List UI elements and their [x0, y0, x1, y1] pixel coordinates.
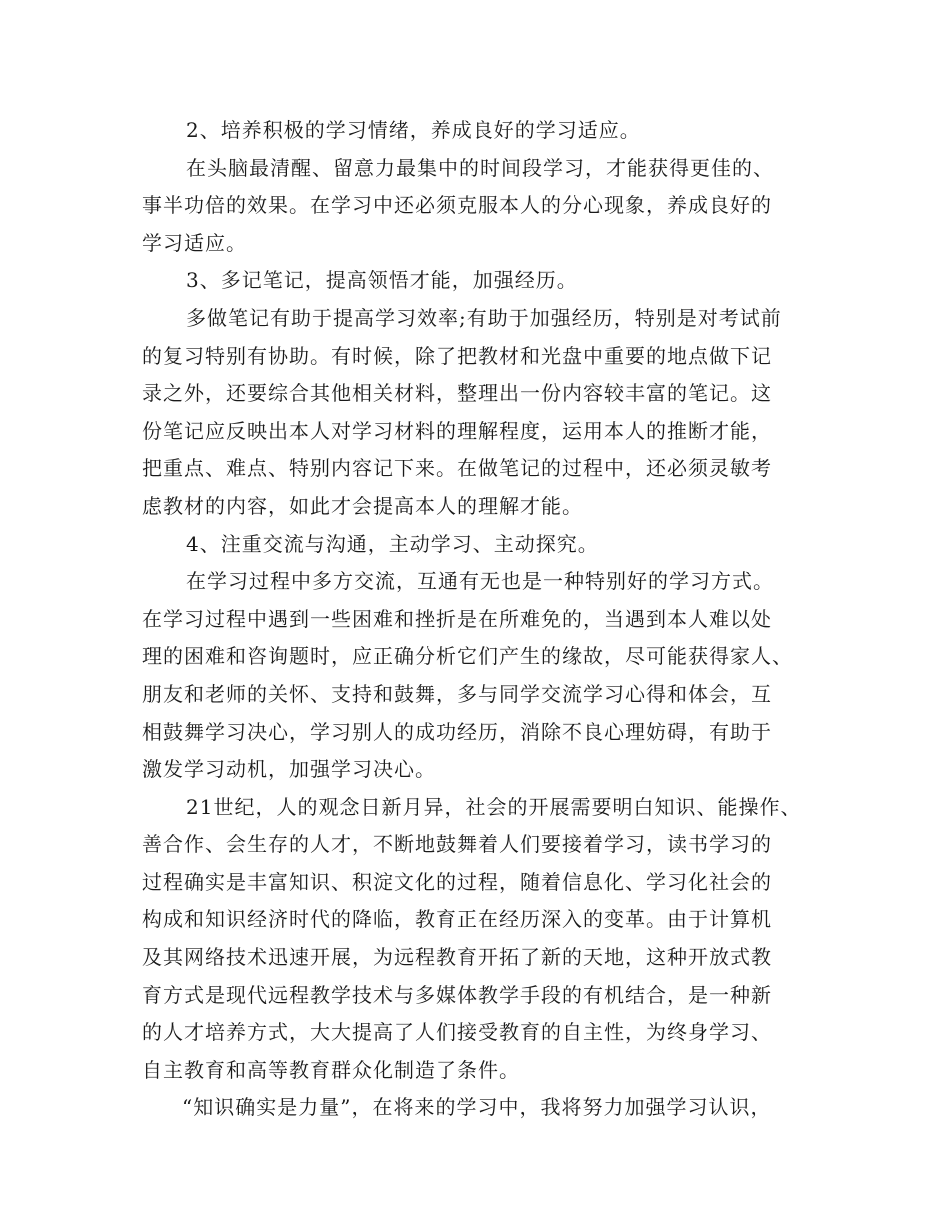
- paragraph-line: 善合作、会生存的人才，不断地鼓舞着人们要接着学习，读书学习的: [142, 832, 772, 857]
- paragraph-line: 份笔记应反映出本人对学习材料的理解程度，运用本人的推断才能，: [142, 418, 772, 443]
- paragraph-line: 理的困难和咨询题时，应正确分析它们产生的缘故，尽可能获得家人、: [142, 644, 793, 669]
- paragraph-line: 自主教育和高等教育群众化制造了条件。: [142, 1057, 520, 1082]
- paragraph-line: 朋友和老师的关怀、支持和鼓舞，多与同学交流学习心得和体会，互: [142, 681, 772, 706]
- paragraph-line: 激发学习动机，加强学习决心。: [142, 757, 436, 782]
- paragraph-line: 把重点、难点、特别内容记下来。在做笔记的过程中，还必须灵敏考: [142, 456, 772, 481]
- section-heading-3: 3、多记笔记，提高领悟才能，加强经历。: [186, 268, 578, 293]
- paragraph-line: 虑教材的内容，如此才会提高本人的理解才能。: [142, 493, 583, 518]
- paragraph-line: 多做笔记有助于提高学习效率;有助于加强经历，特别是对考试前: [186, 305, 782, 330]
- paragraph-line: 及其网络技术迅速开展，为远程教育开拓了新的天地，这种开放式教: [142, 945, 772, 970]
- paragraph-line: 的复习特别有协助。有时候，除了把教材和光盘中重要的地点做下记: [142, 343, 772, 368]
- paragraph-line: 育方式是现代远程教学技术与多媒体教学手段的有机结合，是一种新: [142, 982, 772, 1007]
- section-heading-4: 4、注重交流与沟通，主动学习、主动探究。: [186, 531, 599, 556]
- section-heading-2: 2、培养积极的学习情绪，养成良好的学习适应。: [186, 118, 641, 142]
- paragraph-line: 在学习过程中多方交流，互通有无也是一种特别好的学习方式。: [186, 569, 774, 594]
- paragraph-line: 的人才培养方式，大大提高了人们接受教育的自主性，为终身学习、: [142, 1020, 772, 1045]
- paragraph-line: 学习适应。: [142, 230, 247, 255]
- paragraph-line: 过程确实是丰富知识、积淀文化的过程，随着信息化、学习化社会的: [142, 869, 772, 894]
- paragraph-line: 构成和知识经济时代的降临，教育正在经历深入的变革。由于计算机: [142, 907, 772, 932]
- paragraph-line: 21世纪，人的观念日新月异，社会的开展需要明白知识、能操作、: [186, 794, 802, 819]
- paragraph-line: 在学习过程中遇到一些困难和挫折是在所难免的，当遇到本人难以处: [142, 606, 772, 631]
- body-text: [142, 112, 822, 1127]
- paragraph-line: “知识确实是力量”，在将来的学习中，我将努力加强学习认识，: [182, 1095, 772, 1120]
- paragraph-line: 录之外，还要综合其他相关材料，整理出一份内容较丰富的笔记。这: [142, 381, 772, 406]
- paragraph-line: 事半功倍的效果。在学习中还必须克服本人的分心现象，养成良好的: [142, 193, 772, 218]
- paragraph-line: 在头脑最清醒、留意力最集中的时间段学习，才能获得更佳的、: [186, 155, 774, 180]
- paragraph-line: 相鼓舞学习决心，学习别人的成功经历，消除不良心理妨碍，有助于: [142, 719, 772, 744]
